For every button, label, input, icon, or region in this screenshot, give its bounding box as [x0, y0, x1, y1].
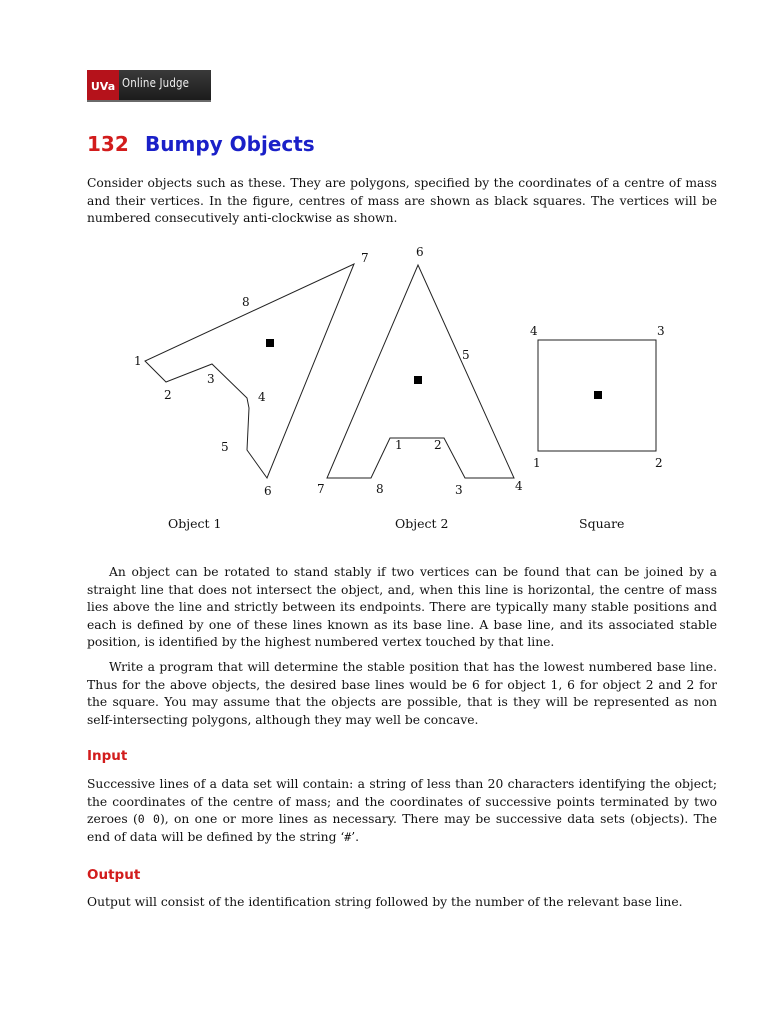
object-1-vertex-4: 4	[258, 390, 266, 404]
object-1-vertex-5: 5	[221, 440, 229, 454]
square-vertex-4: 4	[530, 324, 538, 338]
input-code-end-marker: #	[344, 829, 352, 844]
intro-paragraph: Consider objects such as these. They are polygons, specified by the coordinates of a centre of mass and their vertices. In the figure, centres of mass are shown as black squares. The vertices will be numbered consecutively anti-clockwise as shown.	[87, 176, 717, 225]
output-paragraph: Output will consist of the identification string followed by the number of the relevant base line.	[87, 895, 683, 909]
output-heading: Output	[87, 867, 141, 883]
problem-number: 132	[87, 132, 129, 156]
task-paragraph: Write a program that will determine the stable position that has the lowest numbered base line. Thus for the above objects, the desired base lines would be 6 for object 1, 6 for object 2 and 2 for the square. You may assume that the objects are possible, that is they will be represented as non self-intersecting polygons, although they may well be concave.	[87, 660, 717, 727]
input-paragraph	[87, 776, 717, 846]
square-vertex-3: 3	[657, 324, 665, 338]
square-vertex-1: 1	[533, 456, 541, 470]
object-2-vertex-5: 5	[462, 348, 470, 362]
object-2-vertex-3: 3	[455, 483, 463, 497]
object-1-vertex-7: 7	[361, 251, 369, 265]
input-text-b: ), on one or more lines as necessary. There may be successive data sets (objects). The end of data will be defined by the string ‘	[87, 812, 717, 844]
object-1-vertex-1: 1	[134, 354, 142, 368]
object-1-caption: Object 1	[168, 516, 222, 531]
object-2-caption: Object 2	[395, 516, 449, 531]
object-1-vertex-2: 2	[164, 388, 172, 402]
input-code-terminator: 0 0	[137, 812, 160, 826]
object-1-vertex-8: 8	[242, 295, 250, 309]
object-2-vertex-2: 2	[434, 438, 442, 452]
object-2-vertex-4: 4	[515, 479, 523, 493]
online-judge-wordmark: Online Judge	[122, 75, 190, 90]
input-heading: Input	[87, 748, 128, 764]
input-text-c: ’.	[351, 829, 360, 844]
problem-name: Bumpy Objects	[145, 132, 315, 156]
object-2-vertex-6: 6	[416, 245, 424, 259]
object-2-centre-of-mass	[414, 376, 422, 384]
square-vertex-2: 2	[655, 456, 663, 470]
square-centre-of-mass	[594, 391, 602, 399]
object-1-vertex-6: 6	[264, 484, 272, 498]
input-text-a: Successive lines of a data set will contain: a string of less than 20 characters identifying the object; the coordinates of the centre of mass; and the coordinates of successive points terminated by two zeroes (	[87, 777, 717, 826]
object-2-vertex-7: 7	[317, 482, 325, 496]
stability-paragraph: An object can be rotated to stand stably if two vertices can be found that can be joined by a straight line that does not intersect the object, and, when this line is horizontal, the centre of mass lies above the line and strictly between its endpoints. There are typically many stable positions and each is defined by one of these lines known as its base line. A base line, and its associated stable position, is identified by the highest numbered vertex touched by that line.	[87, 565, 717, 649]
object-2-polygon	[327, 265, 514, 478]
object-1-centre-of-mass	[266, 339, 274, 347]
square-caption: Square	[579, 516, 625, 531]
object-2-vertex-1: 1	[395, 438, 403, 452]
object-1-vertex-3: 3	[207, 372, 215, 386]
uva-logo-mark: UVa	[87, 70, 119, 100]
object-2-vertex-8: 8	[376, 482, 384, 496]
